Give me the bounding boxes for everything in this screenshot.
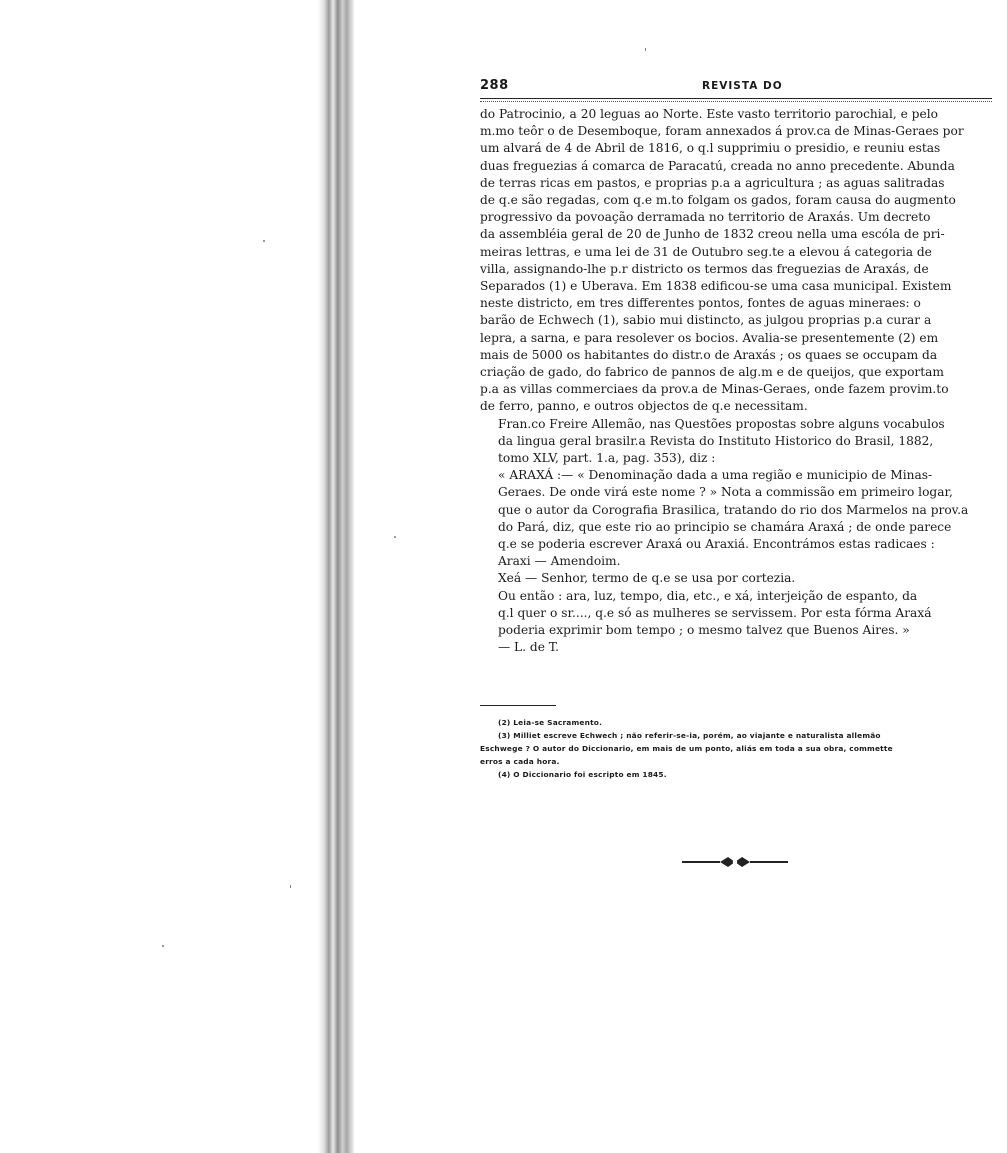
text-line: q.l quer o sr...., q.e só as mulheres se servissem. Por esta fórma Araxá bbox=[498, 605, 932, 620]
body-text bbox=[480, 106, 992, 657]
footnote-rule bbox=[480, 705, 556, 706]
text-line: de q.e são regadas, com q.e m.to folgam os gados, foram causa do augmento bbox=[480, 193, 956, 208]
paragraph bbox=[480, 588, 992, 657]
book-binding bbox=[318, 0, 354, 1153]
text-line: que o autor da Corografia Brasilica, tratando do rio dos Marmelos na prov.a bbox=[498, 502, 969, 517]
text-line: Araxi — Amendoim. bbox=[498, 554, 621, 569]
text-line: progressivo da povoação derramada no territorio de Araxás. Um decreto bbox=[480, 210, 931, 225]
paragraph bbox=[480, 106, 992, 416]
text-line: « ARAXÁ :— « Denominação dada a uma região e municipio de Minas- bbox=[498, 468, 933, 483]
text-line: da lingua geral brasilr.a Revista do Instituto Historico do Brasil, 1882, bbox=[498, 433, 934, 448]
paper-speck bbox=[162, 945, 164, 947]
text-line: de ferro, panno, e outros objectos de q.e necessitam. bbox=[480, 399, 808, 414]
paper-speck bbox=[263, 240, 265, 242]
paper-speck bbox=[394, 536, 396, 538]
text-line: q.e se poderia escrever Araxá ou Araxiá. Encontrámos estas radicaes : bbox=[498, 537, 935, 552]
text-line: do Patrocinio, a 20 leguas ao Norte. Este vasto territorio parochial, e pelo bbox=[480, 107, 938, 121]
footnotes bbox=[480, 716, 992, 781]
paragraph bbox=[480, 467, 992, 553]
text-line: de terras ricas em pastos, e proprias p.a a agricultura ; as aguas salitradas bbox=[480, 175, 945, 190]
footnote: (2) Leia-se Sacramento. bbox=[498, 717, 603, 727]
text-line: do Pará, diz, que este rio ao principio se chamára Araxá ; de onde parece bbox=[498, 519, 952, 534]
page-number: 288 bbox=[480, 78, 509, 93]
text-line: Xeá — Senhor, termo de q.e se usa por cortezia. bbox=[498, 571, 796, 586]
running-head bbox=[480, 76, 992, 98]
footnote-continuation: erros a cada hora. bbox=[480, 756, 560, 766]
text-line: poderia exprimir bom tempo ; o mesmo talvez que Buenos Aires. » bbox=[498, 623, 910, 638]
paper-speck bbox=[645, 48, 646, 51]
text-line: m.mo teôr o de Desemboque, foram annexados á prov.ca de Minas-Geraes por bbox=[480, 124, 964, 139]
text-line: neste districto, em tres differentes pontos, fontes de aguas mineraes: o bbox=[480, 296, 921, 311]
text-line: tomo XLV, part. 1.a, pag. 353), diz : bbox=[498, 451, 716, 466]
text-line: p.a as villas commerciaes da prov.a de Minas-Geraes, onde fazem provim.to bbox=[480, 382, 949, 397]
text-line: um alvará de 4 de Abril de 1816, o q.l supprimiu o presidio, e reuniu estas bbox=[480, 141, 941, 156]
footnote-continuation: Eschwege ? O autor do Diccionario, em mais de um ponto, aliás em toda a sua obra, commette bbox=[480, 743, 893, 753]
ornament-divider-icon bbox=[680, 855, 790, 869]
text-line: barão de Echwech (1), sabio mui distincto, as julgou proprias p.a curar a bbox=[480, 313, 932, 328]
text-line: mais de 5000 os habitantes do distr.o de Araxás ; os quaes se occupam da bbox=[480, 347, 938, 362]
etymology-entry bbox=[480, 553, 992, 570]
running-title: REVISTA DO bbox=[702, 80, 783, 92]
footnote: (3) Milliet escreve Echwech ; não referir-se-ia, porém, ao viajante e naturalista allemão bbox=[498, 730, 881, 740]
text-line: villa, assignando-lhe p.r districto os termos das freguezias de Araxás, de bbox=[480, 261, 929, 276]
gutter bbox=[0, 0, 360, 1153]
paper-speck bbox=[290, 885, 291, 888]
text-line: Fran.co Freire Allemão, nas Questões propostas sobre alguns vocabulos bbox=[498, 416, 945, 431]
paragraph bbox=[480, 416, 992, 468]
text-line: Separados (1) e Uberava. Em 1838 edificou-se uma casa municipal. Existem bbox=[480, 279, 952, 294]
header-rule bbox=[480, 98, 992, 102]
etymology-entry bbox=[480, 570, 992, 587]
text-line: lepra, a sarna, e para resolever os bocios. Avalia-se presentemente (2) em bbox=[480, 330, 939, 345]
text-line: — L. de T. bbox=[498, 640, 560, 655]
text-line: Geraes. De onde virá este nome ? » Nota a commissão em primeiro logar, bbox=[498, 485, 953, 500]
document-page bbox=[480, 76, 992, 781]
text-line: duas freguezias á comarca de Paracatú, creada no anno precedente. Abunda bbox=[480, 158, 955, 173]
text-line: da assembléia geral de 20 de Junho de 1832 creou nella uma escóla de pri- bbox=[480, 227, 945, 242]
text-line: criação de gado, do fabrico de pannos de alg.m e de queijos, que exportam bbox=[480, 365, 944, 380]
text-line: Ou então : ara, luz, tempo, dia, etc., e xá, interjeição de espanto, da bbox=[498, 588, 918, 603]
text-line: meiras lettras, e uma lei de 31 de Outubro seg.te a elevou á categoria de bbox=[480, 244, 932, 259]
footnote: (4) O Diccionario foi escripto em 1845. bbox=[498, 769, 667, 779]
